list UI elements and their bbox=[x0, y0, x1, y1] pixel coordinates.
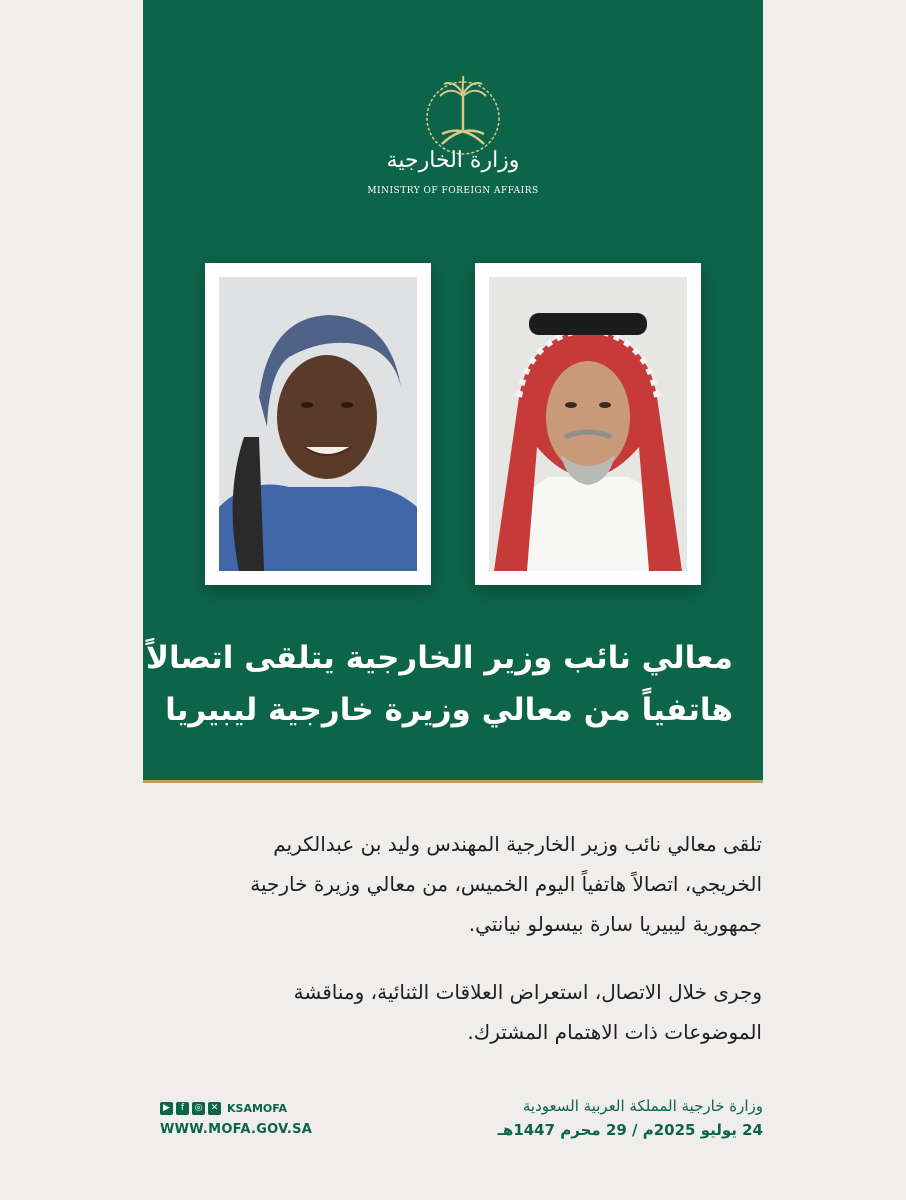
body-line: الخريجي، اتصالاً هاتفياً اليوم الخميس، من معالي وزيرة خارجية bbox=[250, 872, 762, 896]
body-line: وجرى خلال الاتصال، استعراض العلاقات الثنائية، ومناقشة bbox=[293, 980, 762, 1004]
website-link[interactable]: WWW.MOFA.GOV.SA bbox=[160, 1122, 313, 1137]
headline-line-2: هاتفياً من معالي وزيرة خارجية ليبيريا bbox=[165, 692, 733, 728]
publication-date: 24 يوليو 2025م / 29 محرم 1447هـ bbox=[497, 1121, 763, 1139]
ministry-full-name: وزارة خارجية المملكة العربية السعودية bbox=[522, 1097, 763, 1115]
portrait-liberia-minister bbox=[219, 277, 417, 571]
body-paragraph-2 bbox=[157, 972, 762, 1052]
logo-arabic-name: وزارة الخارجية bbox=[386, 148, 520, 173]
social-handle[interactable]: KSAMOFA bbox=[227, 1101, 288, 1115]
youtube-icon[interactable]: ▶ bbox=[160, 1102, 173, 1115]
photo-frame-saudi-deputy-minister bbox=[475, 263, 701, 585]
headline-line-1: معالي نائب وزير الخارجية يتلقى اتصالاً bbox=[145, 640, 733, 676]
footer-social bbox=[160, 1100, 320, 1137]
portrait-saudi-deputy-minister bbox=[489, 277, 687, 571]
instagram-icon[interactable]: ◎ bbox=[192, 1102, 205, 1115]
facebook-icon[interactable]: f bbox=[176, 1102, 189, 1115]
logo-english-name: MINISTRY OF FOREIGN AFFAIRS bbox=[367, 186, 539, 196]
body-paragraph-1 bbox=[157, 824, 762, 944]
palm-swords-emblem-icon bbox=[418, 72, 508, 158]
body-line: تلقى معالي نائب وزير الخارجية المهندس وليد بن عبدالكريم bbox=[273, 832, 762, 856]
header-panel bbox=[143, 0, 763, 783]
x-icon[interactable]: ✕ bbox=[208, 1102, 221, 1115]
photo-frame-liberia-minister bbox=[205, 263, 431, 585]
body-line: جمهورية ليبيريا سارة بيسولو نيانتي. bbox=[468, 912, 762, 936]
footer-ministry-info bbox=[443, 1097, 763, 1139]
body-line: الموضوعات ذات الاهتمام المشترك. bbox=[467, 1020, 762, 1044]
